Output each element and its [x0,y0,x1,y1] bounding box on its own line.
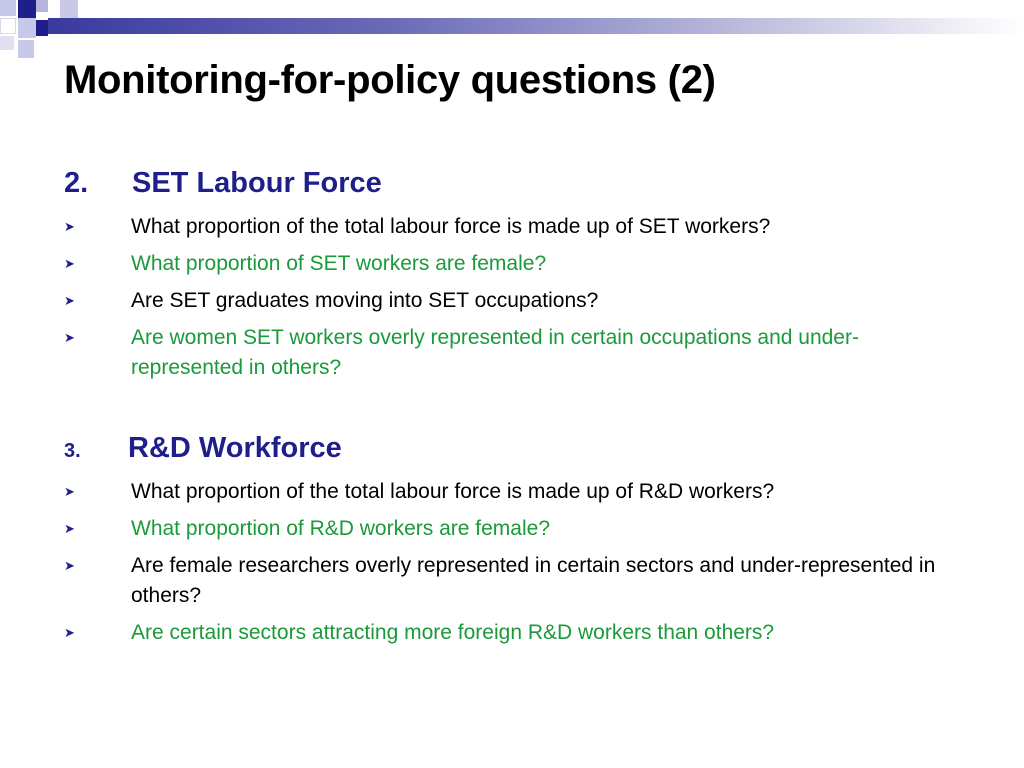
section-number: 2. [64,167,89,199]
section-number: 3. [64,440,81,462]
arrow-bullet-icon: ➤ [64,484,75,499]
bullet-text: What proportion of R&D workers are female? [131,517,551,540]
bullet-text: What proportion of SET workers are female? [131,252,547,275]
bullet-text: Are women SET workers overly represented in certain occupations and under-represented in others? [131,326,859,379]
slide-title: Monitoring-for-policy questions (2) [64,58,716,102]
arrow-bullet-icon: ➤ [64,256,75,271]
decor-square [0,36,14,50]
bullet-text: What proportion of the total labour force is made up of SET workers? [131,215,771,238]
bullet-text: Are certain sectors attracting more foreign R&D workers than others? [131,621,775,644]
header-gradient-bar [48,18,1024,34]
section-title: SET Labour Force [132,167,382,199]
arrow-bullet-icon: ➤ [64,625,75,640]
arrow-bullet-icon: ➤ [64,219,75,234]
decor-square [18,18,36,38]
decor-square [36,20,48,36]
arrow-bullet-icon: ➤ [64,293,75,308]
decor-square [18,0,36,18]
arrow-bullet-icon: ➤ [64,521,75,536]
decor-square [60,0,78,18]
bullet-text: Are SET graduates moving into SET occupations? [131,289,599,312]
arrow-bullet-icon: ➤ [64,330,75,345]
bullet-text: Are female researchers overly represented in certain sectors and under-represented in others? [131,554,936,607]
decor-square [0,18,16,34]
bullet-text: What proportion of the total labour force is made up of R&D workers? [131,480,775,503]
decor-square [0,0,16,16]
decor-square [18,40,34,58]
decor-square [36,0,48,12]
section-title: R&D Workforce [128,432,342,464]
arrow-bullet-icon: ➤ [64,558,75,573]
